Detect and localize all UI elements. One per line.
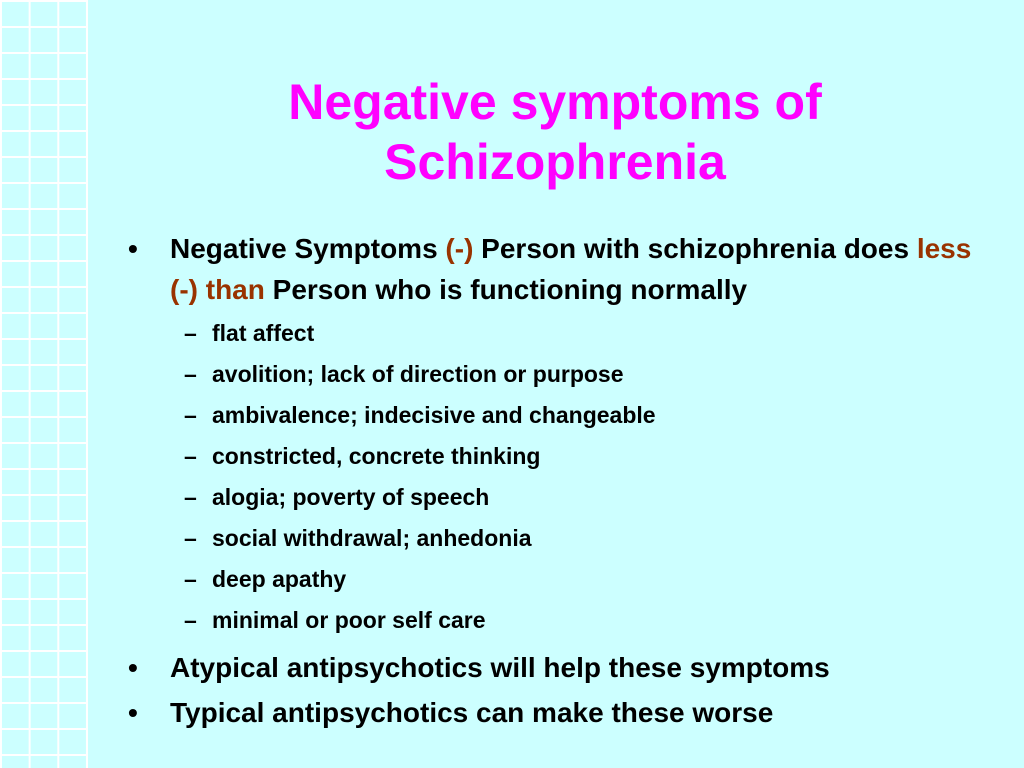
sub-item-text: ambivalence; indecisive and changeable <box>212 402 656 428</box>
dash-icon: – <box>184 484 197 510</box>
slide-title <box>200 72 910 192</box>
bullet-dot-icon: • <box>128 652 138 683</box>
dash-icon: – <box>184 566 197 592</box>
sub-item <box>126 477 1006 518</box>
sub-item <box>126 354 1006 395</box>
decorative-grid-strip <box>0 0 88 768</box>
sub-item <box>126 559 1006 600</box>
bullet-dot-icon: • <box>128 233 138 264</box>
dash-icon: – <box>184 607 197 633</box>
bullet-negative-symptoms <box>126 228 1006 310</box>
sub-item-text: minimal or poor self care <box>212 607 486 633</box>
bullet-1-text-c: Person who is functioning normally <box>264 274 748 305</box>
sub-item <box>126 600 1006 641</box>
bullet-atypical-antipsychotics <box>126 647 1006 688</box>
sub-item-text: constricted, concrete thinking <box>212 443 541 469</box>
sub-item-text: social withdrawal; anhedonia <box>212 525 532 551</box>
sub-item <box>126 518 1006 559</box>
symptom-sub-list <box>126 313 1006 641</box>
dash-icon: – <box>184 402 197 428</box>
bullet-1-accent-minus: (-) <box>445 233 474 264</box>
bullet-1-accent-less-than: less (-) than <box>170 233 972 305</box>
bullet-typical-antipsychotics <box>126 692 1006 733</box>
sub-item-text: flat affect <box>212 320 315 346</box>
dash-icon: – <box>184 320 197 346</box>
sub-item-text: avolition; lack of direction or purpose <box>212 361 624 387</box>
bullet-1-text-b: Person with schizophrenia does <box>473 233 917 264</box>
slide-title-line-2: Schizophrenia <box>384 134 726 190</box>
sub-item <box>126 436 1006 477</box>
bullet-2-text: Atypical antipsychotics will help these symptoms <box>170 652 830 683</box>
dash-icon: – <box>184 443 197 469</box>
bullet-3-text: Typical antipsychotics can make these worse <box>170 697 774 728</box>
slide-body <box>126 228 1006 733</box>
sub-item-text: deep apathy <box>212 566 347 592</box>
sub-item <box>126 313 1006 354</box>
slide-title-line-1: Negative symptoms of <box>288 74 822 130</box>
sub-item <box>126 395 1006 436</box>
dash-icon: – <box>184 525 197 551</box>
dash-icon: – <box>184 361 197 387</box>
sub-item-text: alogia; poverty of speech <box>212 484 490 510</box>
bullet-1-text-a: Negative Symptoms <box>170 233 446 264</box>
bullet-dot-icon: • <box>128 697 138 728</box>
